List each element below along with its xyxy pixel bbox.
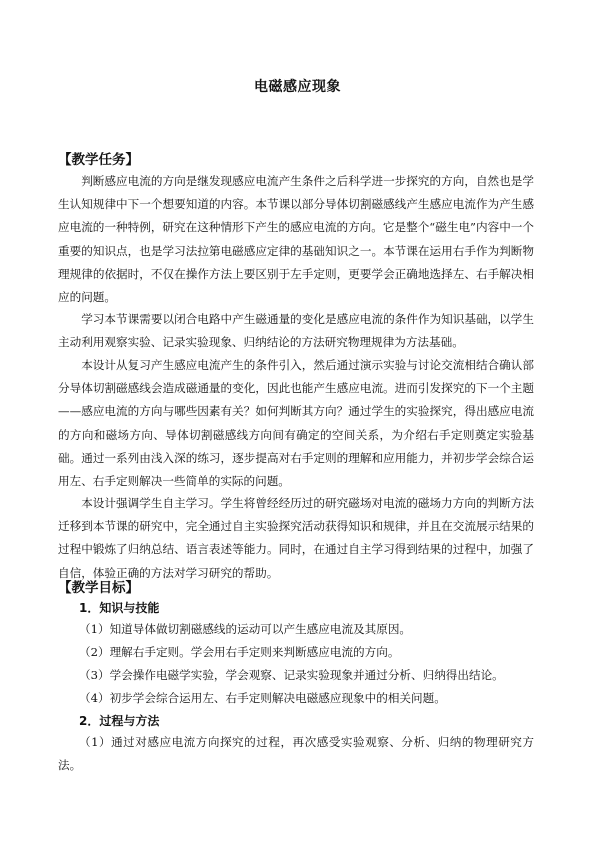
process-item-1: （1）通过对感应电流方向探究的过程，再次感受实验观察、分析、归纳的物理研究方法。	[58, 735, 534, 773]
paragraph-2: 学习本节课需要以闭合电路中产生磁通量的变化是感应电流的条件作为知识基础，以学生主动利用观察实验、记录实验现象、归纳结论的方法研究物理规律为方法基础。	[58, 312, 534, 350]
goal-item-1: （1）知道导体做切割磁感线的运动可以产生感应电流及其原因。	[79, 622, 412, 636]
section-heading-teaching-tasks: 【教学任务】	[58, 152, 139, 168]
paragraph-3: 本设计从复习产生感应电流产生的条件引入，然后通过演示实验与讨论交流相结合确认部分导体切割磁感线会造成磁通量的变化，因此也能产生感应电流。进而引发探究的下一个主题——感应电流的方向与哪些因素有关？如何判断其方向？通过学生的实验探究，得出感应电流的方向和磁场方向、导体切割磁感线方向间有确定的空间关系，为介绍右手定则奠定实验基础。通过一系列由浅入深的练习，逐步提高对右手定则的理解和应用能力，并初步学会综合运用左、右手定则解决一些简单的实际的问题。	[58, 358, 534, 489]
goal-item-4: （4）初步学会综合运用左、右手定则解决电磁感应现象中的相关问题。	[79, 691, 446, 705]
document-title: 电磁感应现象	[254, 79, 341, 95]
subheading-process-method: 2．过程与方法	[79, 714, 160, 728]
subheading-knowledge-skills: 1．知识与技能	[79, 601, 160, 615]
goal-item-3: （3）学会操作电磁学实验，学会观察、记录实验现象并通过分析、归纳得出结论。	[79, 668, 504, 682]
paragraph-4: 本设计强调学生自主学习。学生将曾经经历过的研究磁场对电流的磁场力方向的判断方法迁移到本节课的研究中，完全通过自主实验探究活动获得知识和规律，并且在交流展示结果的过程中锻炼了归纳总结、语言表述等能力。同时，在通过自主学习得到结果的过程中，加强了自信，体验正确的方法对学习研究的帮助。	[58, 496, 534, 580]
section-heading-teaching-goals: 【教学目标】	[58, 580, 139, 596]
paragraph-1: 判断感应电流的方向是继发现感应电流产生条件之后科学进一步探究的方向，自然也是学生认知规律中下一个想要知道的内容。本节课以部分导体切割磁感线产生感应电流作为产生感应电流的一种特例，研究在这种情形下产生的感应电流的方向。它是整个“磁生电”内容中一个重要的知识点，也是学习法拉第电磁感应定律的基础知识之一。本节课在运用右手作为判断物理规律的依据时，不仅在操作方法上要区别于左手定则，更要学会正确地选择左、右手解决相应的问题。	[58, 174, 534, 305]
goal-item-2: （2）理解右手定则。学会用右手定则来判断感应电流的方向。	[79, 645, 400, 659]
